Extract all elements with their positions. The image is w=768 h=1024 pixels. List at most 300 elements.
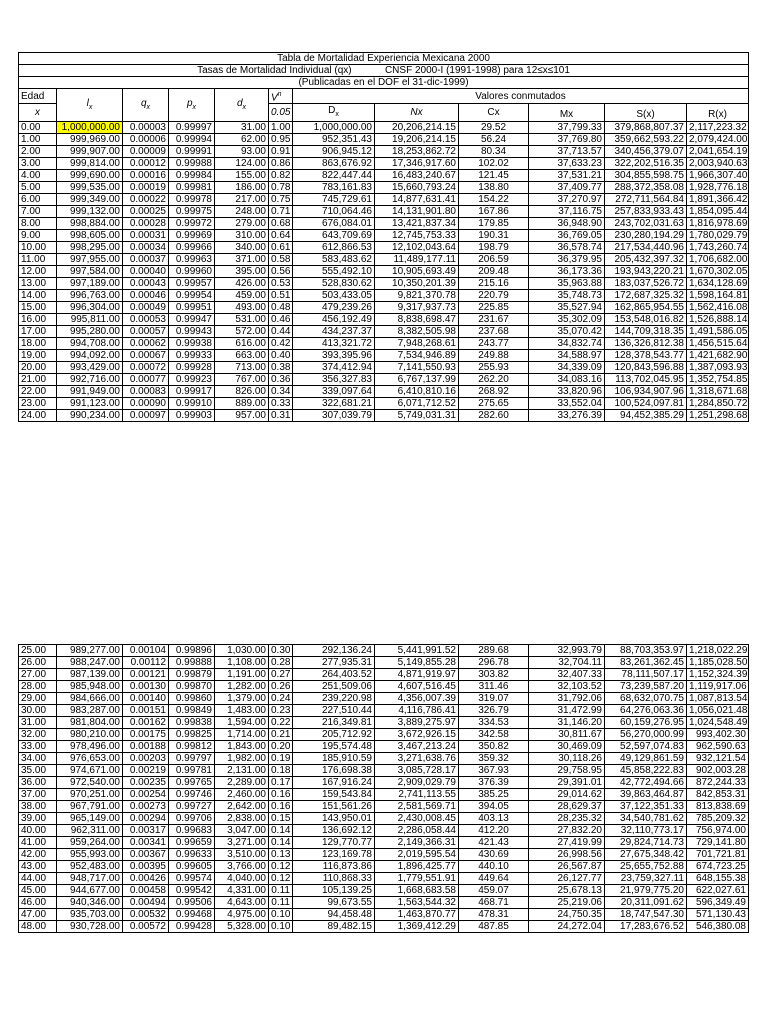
table-cell: 23,759,327.11 xyxy=(605,873,687,885)
table-cell: 1,030.00 xyxy=(215,645,269,657)
table-cell: 0.99825 xyxy=(169,729,215,741)
table-cell: 546,380.08 xyxy=(687,921,749,933)
table-cell: 26.00 xyxy=(19,657,57,669)
table-cell: 78,111,507.17 xyxy=(605,669,687,681)
table-cell: 822,447.44 xyxy=(293,170,375,182)
table-cell: 906,945.12 xyxy=(293,146,375,158)
table-cell: 268.92 xyxy=(459,386,529,398)
table-cell: 193,943,220.21 xyxy=(605,266,687,278)
table-cell: 0.00031 xyxy=(123,230,169,242)
table-cell: 37,769.80 xyxy=(529,134,605,146)
table-cell: 52,597,074.83 xyxy=(605,741,687,753)
table-cell: 32,993.79 xyxy=(529,645,605,657)
table-cell: 999,535.00 xyxy=(57,182,123,194)
table-cell: 0.99849 xyxy=(169,705,215,717)
table-cell: 33,820.96 xyxy=(529,386,605,398)
table-cell: 209.48 xyxy=(459,266,529,278)
table-row xyxy=(19,861,749,873)
table-cell: 0.99542 xyxy=(169,885,215,897)
table-cell: 162,865,954.55 xyxy=(605,302,687,314)
table-cell: 0.99765 xyxy=(169,777,215,789)
table-cell: 0.99954 xyxy=(169,290,215,302)
table-cell: 359,662,593.22 xyxy=(605,134,687,146)
table-cell: 0.17 xyxy=(269,777,293,789)
table-cell: 37,116.75 xyxy=(529,206,605,218)
table-cell: 60,159,276.95 xyxy=(605,717,687,729)
table-cell: 0.99633 xyxy=(169,849,215,861)
table-cell: 153,548,016.82 xyxy=(605,314,687,326)
table-cell: 0.00317 xyxy=(123,825,169,837)
table-cell: 989,277.00 xyxy=(57,645,123,657)
table-cell: 487.85 xyxy=(459,921,529,933)
table-cell: 120,843,596.88 xyxy=(605,362,687,374)
table-cell: 292,136.24 xyxy=(293,645,375,657)
table-cell: 991,949.00 xyxy=(57,386,123,398)
table-cell: 729,141.80 xyxy=(687,837,749,849)
table-cell: 0.99951 xyxy=(169,302,215,314)
table-cell: 394.05 xyxy=(459,801,529,813)
table-cell: 385.25 xyxy=(459,789,529,801)
table-cell: 230,280,194.29 xyxy=(605,230,687,242)
table-row xyxy=(19,374,749,386)
table-cell: 136,692.12 xyxy=(293,825,375,837)
table-cell: 997,189.00 xyxy=(57,278,123,290)
table-cell: 179.85 xyxy=(459,218,529,230)
table-cell: 995,280.00 xyxy=(57,326,123,338)
table-row xyxy=(19,122,749,134)
table-cell: 0.00034 xyxy=(123,242,169,254)
table-cell: 948,717.00 xyxy=(57,873,123,885)
table-cell: 468.71 xyxy=(459,897,529,909)
table-cell: 215.16 xyxy=(459,278,529,290)
table-cell: 243.77 xyxy=(459,338,529,350)
table-cell: 1.00 xyxy=(19,134,57,146)
table-cell: 434,237.37 xyxy=(293,326,375,338)
table-cell: 45,858,222.83 xyxy=(605,765,687,777)
table-cell: 426.00 xyxy=(215,278,269,290)
table-cell: 999,690.00 xyxy=(57,170,123,182)
table-cell: 0.99975 xyxy=(169,206,215,218)
table-cell: 239,220.98 xyxy=(293,693,375,705)
table-cell: 0.00395 xyxy=(123,861,169,873)
table-cell: 0.99879 xyxy=(169,669,215,681)
table-cell: 128,378,543.77 xyxy=(605,350,687,362)
table-row xyxy=(19,326,749,338)
header-x: x xyxy=(19,104,57,122)
table-cell: 0.99978 xyxy=(169,194,215,206)
table-cell: 0.99984 xyxy=(169,170,215,182)
table-cell: 36,578.74 xyxy=(529,242,605,254)
table-cell: 0.00188 xyxy=(123,741,169,753)
table-cell: 970,251.00 xyxy=(57,789,123,801)
table-cell: 14.00 xyxy=(19,290,57,302)
table-cell: 5,328.00 xyxy=(215,921,269,933)
table-cell: 34,540,781.62 xyxy=(605,813,687,825)
table-cell: 2,581,569.71 xyxy=(375,801,459,813)
table-cell: 105,139.25 xyxy=(293,885,375,897)
table-cell: 1,463,870.77 xyxy=(375,909,459,921)
table-cell: 3,085,728.17 xyxy=(375,765,459,777)
table-cell: 1,670,302.05 xyxy=(687,266,749,278)
table-cell: 304,855,598.75 xyxy=(605,170,687,182)
table-cell: 4,643.00 xyxy=(215,897,269,909)
table-cell: 288,372,358.08 xyxy=(605,182,687,194)
table-cell: 11.00 xyxy=(19,254,57,266)
table-cell: 940,346.00 xyxy=(57,897,123,909)
table-cell: 3,467,213.24 xyxy=(375,741,459,753)
table-cell: 27.00 xyxy=(19,669,57,681)
table-cell: 248.00 xyxy=(215,206,269,218)
table-cell: 6,767,137.99 xyxy=(375,374,459,386)
table-cell: 37,531.21 xyxy=(529,170,605,182)
table-cell: 1,387,093.93 xyxy=(687,362,749,374)
table-cell: 2,430,008.45 xyxy=(375,813,459,825)
table-cell: 974,671.00 xyxy=(57,765,123,777)
table-cell: 93.00 xyxy=(215,146,269,158)
header-Dx: $D_x$ xyxy=(293,104,375,122)
table-cell: 0.61 xyxy=(269,242,293,254)
table-cell: 40.00 xyxy=(19,825,57,837)
table-cell: 359.32 xyxy=(459,753,529,765)
table-cell: 371.00 xyxy=(215,254,269,266)
table-cell: 994,092.00 xyxy=(57,350,123,362)
table-row xyxy=(19,681,749,693)
table-cell: 339,097.64 xyxy=(293,386,375,398)
table-cell: 1,352,754.85 xyxy=(687,374,749,386)
table-cell: 100,524,097.81 xyxy=(605,398,687,410)
table-cell: 10,905,693.49 xyxy=(375,266,459,278)
table-cell: 340.00 xyxy=(215,242,269,254)
table-cell: 64,276,063.36 xyxy=(605,705,687,717)
table-cell: 872,244.33 xyxy=(687,777,749,789)
table-cell: 33,276.39 xyxy=(529,410,605,422)
header-rate: 0.05 xyxy=(269,104,293,122)
table-cell: 1,598,164.81 xyxy=(687,290,749,302)
table-cell: 674,723.25 xyxy=(687,861,749,873)
table-row xyxy=(19,897,749,909)
table-cell: 31.00 xyxy=(19,717,57,729)
table-cell: 1,369,412.29 xyxy=(375,921,459,933)
table-cell: 0.99966 xyxy=(169,242,215,254)
table-cell: 243,702,031.63 xyxy=(605,218,687,230)
table-cell: 1,491,586.05 xyxy=(687,326,749,338)
table-cell: 80.34 xyxy=(459,146,529,158)
table-cell: 32,103.52 xyxy=(529,681,605,693)
table-cell: 1,594.00 xyxy=(215,717,269,729)
table-cell: 0.24 xyxy=(269,693,293,705)
table-cell: 1,634,128.69 xyxy=(687,278,749,290)
table-cell: 1,526,888.14 xyxy=(687,314,749,326)
table-cell: 2,003,940.63 xyxy=(687,158,749,170)
table-cell: 2,741,113.55 xyxy=(375,789,459,801)
table-cell: 220.79 xyxy=(459,290,529,302)
table-cell: 0.00273 xyxy=(123,801,169,813)
publication-note: (Publicadas en el DOF el 31-dic-1999) xyxy=(19,77,749,89)
table-cell: 995,811.00 xyxy=(57,314,123,326)
table-row xyxy=(19,777,749,789)
subtitle-left: Tasas de Mortalidad Individual (qx) xyxy=(197,65,352,76)
table-row xyxy=(19,182,749,194)
table-cell: 195,574.48 xyxy=(293,741,375,753)
table-row xyxy=(19,278,749,290)
table-cell: 16.00 xyxy=(19,314,57,326)
header-Rx: R(x) xyxy=(687,104,749,122)
table-cell: 27,675,348.42 xyxy=(605,849,687,861)
table-cell: 0.00077 xyxy=(123,374,169,386)
table-cell: 0.86 xyxy=(269,158,293,170)
table-row xyxy=(19,645,749,657)
table-row xyxy=(19,765,749,777)
table-cell: 1,816,978.69 xyxy=(687,218,749,230)
header-valores-conmutados: Valores conmutados xyxy=(293,89,749,104)
table-cell: 622,027.61 xyxy=(687,885,749,897)
table-cell: 34.00 xyxy=(19,753,57,765)
table-cell: 767.00 xyxy=(215,374,269,386)
table-cell: 205,432,397.32 xyxy=(605,254,687,266)
table-cell: 123,169.78 xyxy=(293,849,375,861)
table-cell: 459.00 xyxy=(215,290,269,302)
table-cell: 22.00 xyxy=(19,386,57,398)
table-cell: 272,711,564.84 xyxy=(605,194,687,206)
table-cell: 30,469.09 xyxy=(529,741,605,753)
table-cell: 479,239.26 xyxy=(293,302,375,314)
table-cell: 6,410,810.16 xyxy=(375,386,459,398)
table-cell: 42.00 xyxy=(19,849,57,861)
table-cell: 1,483.00 xyxy=(215,705,269,717)
table-cell: 0.00025 xyxy=(123,206,169,218)
header-lx: $l_x$ xyxy=(57,89,123,122)
table-row xyxy=(19,230,749,242)
table-cell: 0.00053 xyxy=(123,314,169,326)
table-cell: 1,843.00 xyxy=(215,741,269,753)
table-cell: 1,185,028.50 xyxy=(687,657,749,669)
table-cell: 2,460.00 xyxy=(215,789,269,801)
header-px: $p_x$ xyxy=(169,89,215,122)
table-cell: 0.00012 xyxy=(123,158,169,170)
table-cell: 62.00 xyxy=(215,134,269,146)
table-cell: 0.99957 xyxy=(169,278,215,290)
table-cell: 1,284,850.72 xyxy=(687,398,749,410)
table-cell: 0.00006 xyxy=(123,134,169,146)
table-row xyxy=(19,314,749,326)
table-cell: 310.00 xyxy=(215,230,269,242)
table-cell: 440.10 xyxy=(459,861,529,873)
table-cell: 0.99468 xyxy=(169,909,215,921)
table-cell: 0.00203 xyxy=(123,753,169,765)
table-cell: 37.00 xyxy=(19,789,57,801)
table-cell: 1.00 xyxy=(269,122,293,134)
table-cell: 0.99896 xyxy=(169,645,215,657)
table-cell: 0.00090 xyxy=(123,398,169,410)
table-cell: 0.99860 xyxy=(169,693,215,705)
table-cell: 612,866.53 xyxy=(293,242,375,254)
table-cell: 185,910.59 xyxy=(293,753,375,765)
table-cell: 0.64 xyxy=(269,230,293,242)
table-cell: 1,562,416.08 xyxy=(687,302,749,314)
table-cell: 83,261,362.45 xyxy=(605,657,687,669)
table-cell: 136,326,812.38 xyxy=(605,338,687,350)
table-cell: 144,709,318.35 xyxy=(605,326,687,338)
table-cell: 3.00 xyxy=(19,158,57,170)
header-qx: $q_x$ xyxy=(123,89,169,122)
table-cell: 4,331.00 xyxy=(215,885,269,897)
table-cell: 167,916.24 xyxy=(293,777,375,789)
table-cell: 0.99506 xyxy=(169,897,215,909)
table-cell: 993,402.30 xyxy=(687,729,749,741)
table-cell: 36.00 xyxy=(19,777,57,789)
table-cell: 0.00112 xyxy=(123,657,169,669)
table-cell: 0.00140 xyxy=(123,693,169,705)
table-cell: 21.00 xyxy=(19,374,57,386)
table-cell: 997,584.00 xyxy=(57,266,123,278)
table-cell: 0.00037 xyxy=(123,254,169,266)
table-cell: 783,161.83 xyxy=(293,182,375,194)
table-cell: 29,014.62 xyxy=(529,789,605,801)
table-cell: 0.99683 xyxy=(169,825,215,837)
table-cell: 2,019,595.54 xyxy=(375,849,459,861)
table-cell: 3,889,275.97 xyxy=(375,717,459,729)
table-cell: 962,311.00 xyxy=(57,825,123,837)
table-cell: 999,969.00 xyxy=(57,134,123,146)
table-cell: 1,668,683.58 xyxy=(375,885,459,897)
table-cell: 985,948.00 xyxy=(57,681,123,693)
table-cell: 32,407.33 xyxy=(529,669,605,681)
table-cell: 0.99969 xyxy=(169,230,215,242)
table-cell: 27,832.20 xyxy=(529,825,605,837)
table-cell: 14,877,631.41 xyxy=(375,194,459,206)
table-cell: 23.00 xyxy=(19,398,57,410)
table-cell: 0.00019 xyxy=(123,182,169,194)
table-cell: 8,838,698.47 xyxy=(375,314,459,326)
table-cell: 282.60 xyxy=(459,410,529,422)
table-cell: 0.99928 xyxy=(169,362,215,374)
table-cell: 24,750.35 xyxy=(529,909,605,921)
table-cell: 32.00 xyxy=(19,729,57,741)
table-cell: 991,123.00 xyxy=(57,398,123,410)
table-cell: 155.00 xyxy=(215,170,269,182)
table-cell: 997,955.00 xyxy=(57,254,123,266)
table-cell: 0.12 xyxy=(269,873,293,885)
table-cell: 167.86 xyxy=(459,206,529,218)
table-cell: 0.00043 xyxy=(123,278,169,290)
table-cell: 998,884.00 xyxy=(57,218,123,230)
table-cell: 0.00009 xyxy=(123,146,169,158)
table-cell: 2,909,029.79 xyxy=(375,777,459,789)
table-cell: 0.00532 xyxy=(123,909,169,921)
table-cell: 46.00 xyxy=(19,897,57,909)
table-cell: 303.82 xyxy=(459,669,529,681)
table-cell: 296.78 xyxy=(459,657,529,669)
table-cell: 2,838.00 xyxy=(215,813,269,825)
header-Cx: Cx xyxy=(459,104,529,122)
table-cell: 643,709.69 xyxy=(293,230,375,242)
table-cell: 37,633.23 xyxy=(529,158,605,170)
table-cell: 326.79 xyxy=(459,705,529,717)
table-cell: 3,672,926.15 xyxy=(375,729,459,741)
table-cell: 987,139.00 xyxy=(57,669,123,681)
header-vn: $V^n$ xyxy=(269,89,293,104)
table-cell: 0.40 xyxy=(269,350,293,362)
table-cell: 37,713.57 xyxy=(529,146,605,158)
header-dx: $d_x$ xyxy=(215,89,269,122)
table-cell: 983,287.00 xyxy=(57,705,123,717)
table-cell: 0.00254 xyxy=(123,789,169,801)
table-cell: 0.00367 xyxy=(123,849,169,861)
table-cell: 94,458.48 xyxy=(293,909,375,921)
table-cell: 176,698.38 xyxy=(293,765,375,777)
table-cell: 20,206,214.15 xyxy=(375,122,459,134)
table-cell: 0.00028 xyxy=(123,218,169,230)
table-cell: 965,149.00 xyxy=(57,813,123,825)
table-cell: 555,492.10 xyxy=(293,266,375,278)
table-cell: 49,129,861.59 xyxy=(605,753,687,765)
table-row xyxy=(19,885,749,897)
table-row xyxy=(19,909,749,921)
table-cell: 1,779,551.91 xyxy=(375,873,459,885)
table-cell: 952,483.00 xyxy=(57,861,123,873)
table-cell: 151,561.26 xyxy=(293,801,375,813)
table-cell: 996,304.00 xyxy=(57,302,123,314)
header-Mx: Mx xyxy=(529,104,605,122)
table-cell: 31,472.99 xyxy=(529,705,605,717)
table-cell: 0.36 xyxy=(269,374,293,386)
table-cell: 403.13 xyxy=(459,813,529,825)
table-cell: 89,482.15 xyxy=(293,921,375,933)
table-cell: 944,677.00 xyxy=(57,885,123,897)
table-cell: 842,853.31 xyxy=(687,789,749,801)
table-cell: 978,496.00 xyxy=(57,741,123,753)
table-cell: 0.33 xyxy=(269,398,293,410)
table-cell: 0.99943 xyxy=(169,326,215,338)
table-cell: 0.00 xyxy=(19,122,57,134)
table-cell: 0.91 xyxy=(269,146,293,158)
table-cell: 0.99727 xyxy=(169,801,215,813)
table-row xyxy=(19,134,749,146)
table-cell: 0.99706 xyxy=(169,813,215,825)
table-cell: 367.93 xyxy=(459,765,529,777)
table-cell: 902,003.28 xyxy=(687,765,749,777)
table-row xyxy=(19,873,749,885)
table-cell: 1,896,425.77 xyxy=(375,861,459,873)
table-cell: 0.11 xyxy=(269,885,293,897)
table-cell: 0.99605 xyxy=(169,861,215,873)
table-cell: 43.00 xyxy=(19,861,57,873)
table-row xyxy=(19,254,749,266)
table-cell: 18.00 xyxy=(19,338,57,350)
table-cell: 0.00294 xyxy=(123,813,169,825)
table-cell: 571,130.43 xyxy=(687,909,749,921)
table-cell: 13,421,837.34 xyxy=(375,218,459,230)
table-cell: 35,527.94 xyxy=(529,302,605,314)
table-cell: 0.48 xyxy=(269,302,293,314)
table-cell: 350.82 xyxy=(459,741,529,753)
table-cell: 0.13 xyxy=(269,849,293,861)
table-cell: 930,728.00 xyxy=(57,921,123,933)
table-row xyxy=(19,170,749,182)
table-row xyxy=(19,705,749,717)
table-cell: 0.27 xyxy=(269,669,293,681)
table-cell: 0.99574 xyxy=(169,873,215,885)
table-cell: 102.02 xyxy=(459,158,529,170)
table-cell: 25,655,752.88 xyxy=(605,861,687,873)
table-cell: 0.99923 xyxy=(169,374,215,386)
table-cell: 121.45 xyxy=(459,170,529,182)
table-cell: 0.00003 xyxy=(123,122,169,134)
table-cell: 25,219.06 xyxy=(529,897,605,909)
table-cell: 29,391.01 xyxy=(529,777,605,789)
table-cell: 0.00057 xyxy=(123,326,169,338)
table-cell: 959,264.00 xyxy=(57,837,123,849)
